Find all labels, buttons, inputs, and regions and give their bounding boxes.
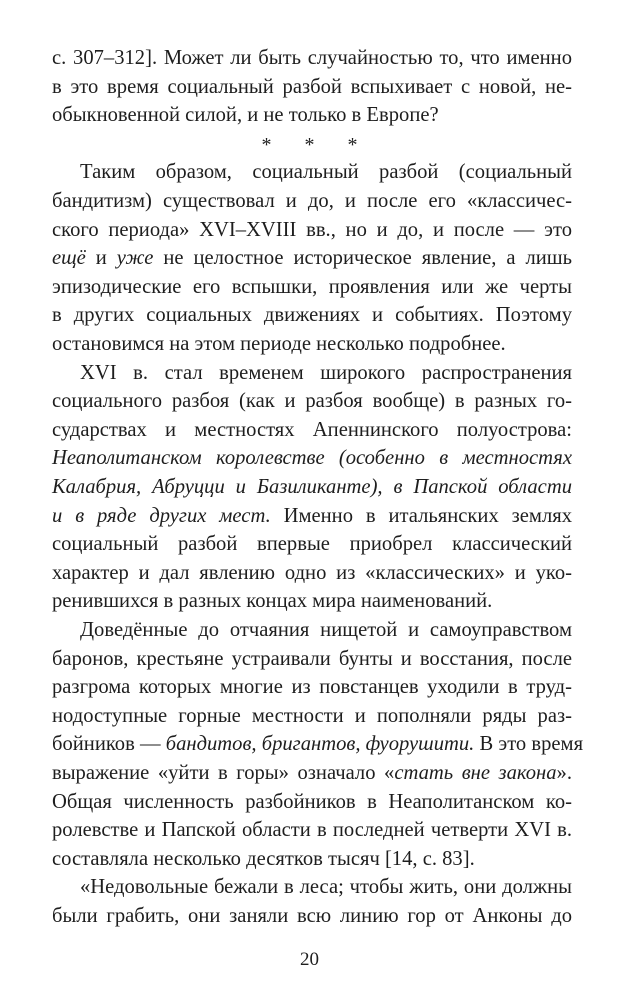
text-line: эпизодические его вспышки, проявления или же черты — [52, 275, 572, 298]
text-line: Доведённые до отчаяния нищетой и самоуправством — [80, 619, 572, 641]
text-span: выражение «уйти в горы» означало « — [52, 762, 395, 784]
text-line: социальный разбой впервые приобрел классический — [52, 533, 572, 556]
italic-text: и в ряде других мест. — [52, 504, 271, 527]
text-line: баронов, крестьяне устраивали бунты и восстания, после — [52, 647, 572, 670]
text-line: сударствах и местностях Апеннинского полуострова: — [52, 418, 572, 441]
text-span: Именно в итальянских землях — [270, 504, 572, 527]
italic-text: Калабрия, Абруцци и Базиликанте), в Папской области — [52, 476, 572, 498]
text-line — [52, 244, 572, 272]
page-number: 20 — [300, 949, 319, 970]
text-line: ского периода» XVI–XVIII вв., но и до, и после — это — [52, 218, 572, 241]
text-line: «Недовольные бежали в леса; чтобы жить, они должны — [80, 876, 572, 899]
section-separator: * * * — [261, 133, 372, 156]
italic-word: ещё — [52, 247, 86, 270]
italic-text: стать вне закона — [394, 762, 557, 784]
text-line: разгрома которых многие из повстанцев уходили в труд- — [52, 676, 572, 699]
text-line — [52, 502, 572, 530]
text-span: В это время — [474, 733, 584, 756]
text-span: не целостное историческое явление, а лишь — [153, 247, 572, 270]
text-line: Общая численность разбойников в Неаполитанском ко- — [52, 790, 572, 813]
text-line: ролевстве и Папской области в последней четверти XVI в. — [52, 819, 572, 842]
text-line: были грабить, они заняли всю линию гор от Анконы до — [52, 905, 572, 927]
text-line: ренившихся в разных концах мира наименований. — [52, 590, 493, 613]
text-span: бойников — — [52, 733, 166, 756]
text-line: Таким образом, социальный разбой (социальный — [80, 161, 572, 184]
text-line: нодоступные горные местности и пополняли ряды раз- — [52, 704, 572, 727]
italic-text: Неаполитанском королевстве (особенно в местностях — [52, 447, 572, 470]
text-line: с. 307–312]. Может ли быть случайностью то, что именно — [52, 47, 572, 69]
text-line — [52, 444, 572, 472]
text-line — [52, 473, 572, 501]
text-line: обыкновенной силой, и не только в Европе? — [52, 104, 439, 127]
text-span: и — [85, 247, 117, 270]
text-line: составляла несколько десятков тысяч [14, с. 83]. — [52, 847, 475, 870]
text-line: социального разбоя (как и разбоя вообще) в разных го- — [52, 390, 572, 413]
text-line: в это время социальный разбой вспыхивает с новой, не- — [52, 75, 572, 98]
text-span: ». — [556, 762, 572, 784]
italic-text: бандитов, бригантов, фуорушити. — [165, 733, 475, 756]
text-line: бандитизм) существовал и до, и после его «классичес- — [52, 190, 572, 212]
text-line: остановимся на этом периоде несколько подробнее. — [52, 333, 506, 355]
text-line: XVI в. стал временем широкого распространения — [80, 361, 572, 384]
text-line: в других социальных движениях и событиях. Поэтому — [52, 304, 572, 327]
text-line — [52, 759, 572, 787]
text-line — [52, 730, 584, 758]
italic-word: уже — [116, 247, 154, 270]
text-line: характер и дал явлению одно из «классических» и уко- — [52, 561, 572, 584]
